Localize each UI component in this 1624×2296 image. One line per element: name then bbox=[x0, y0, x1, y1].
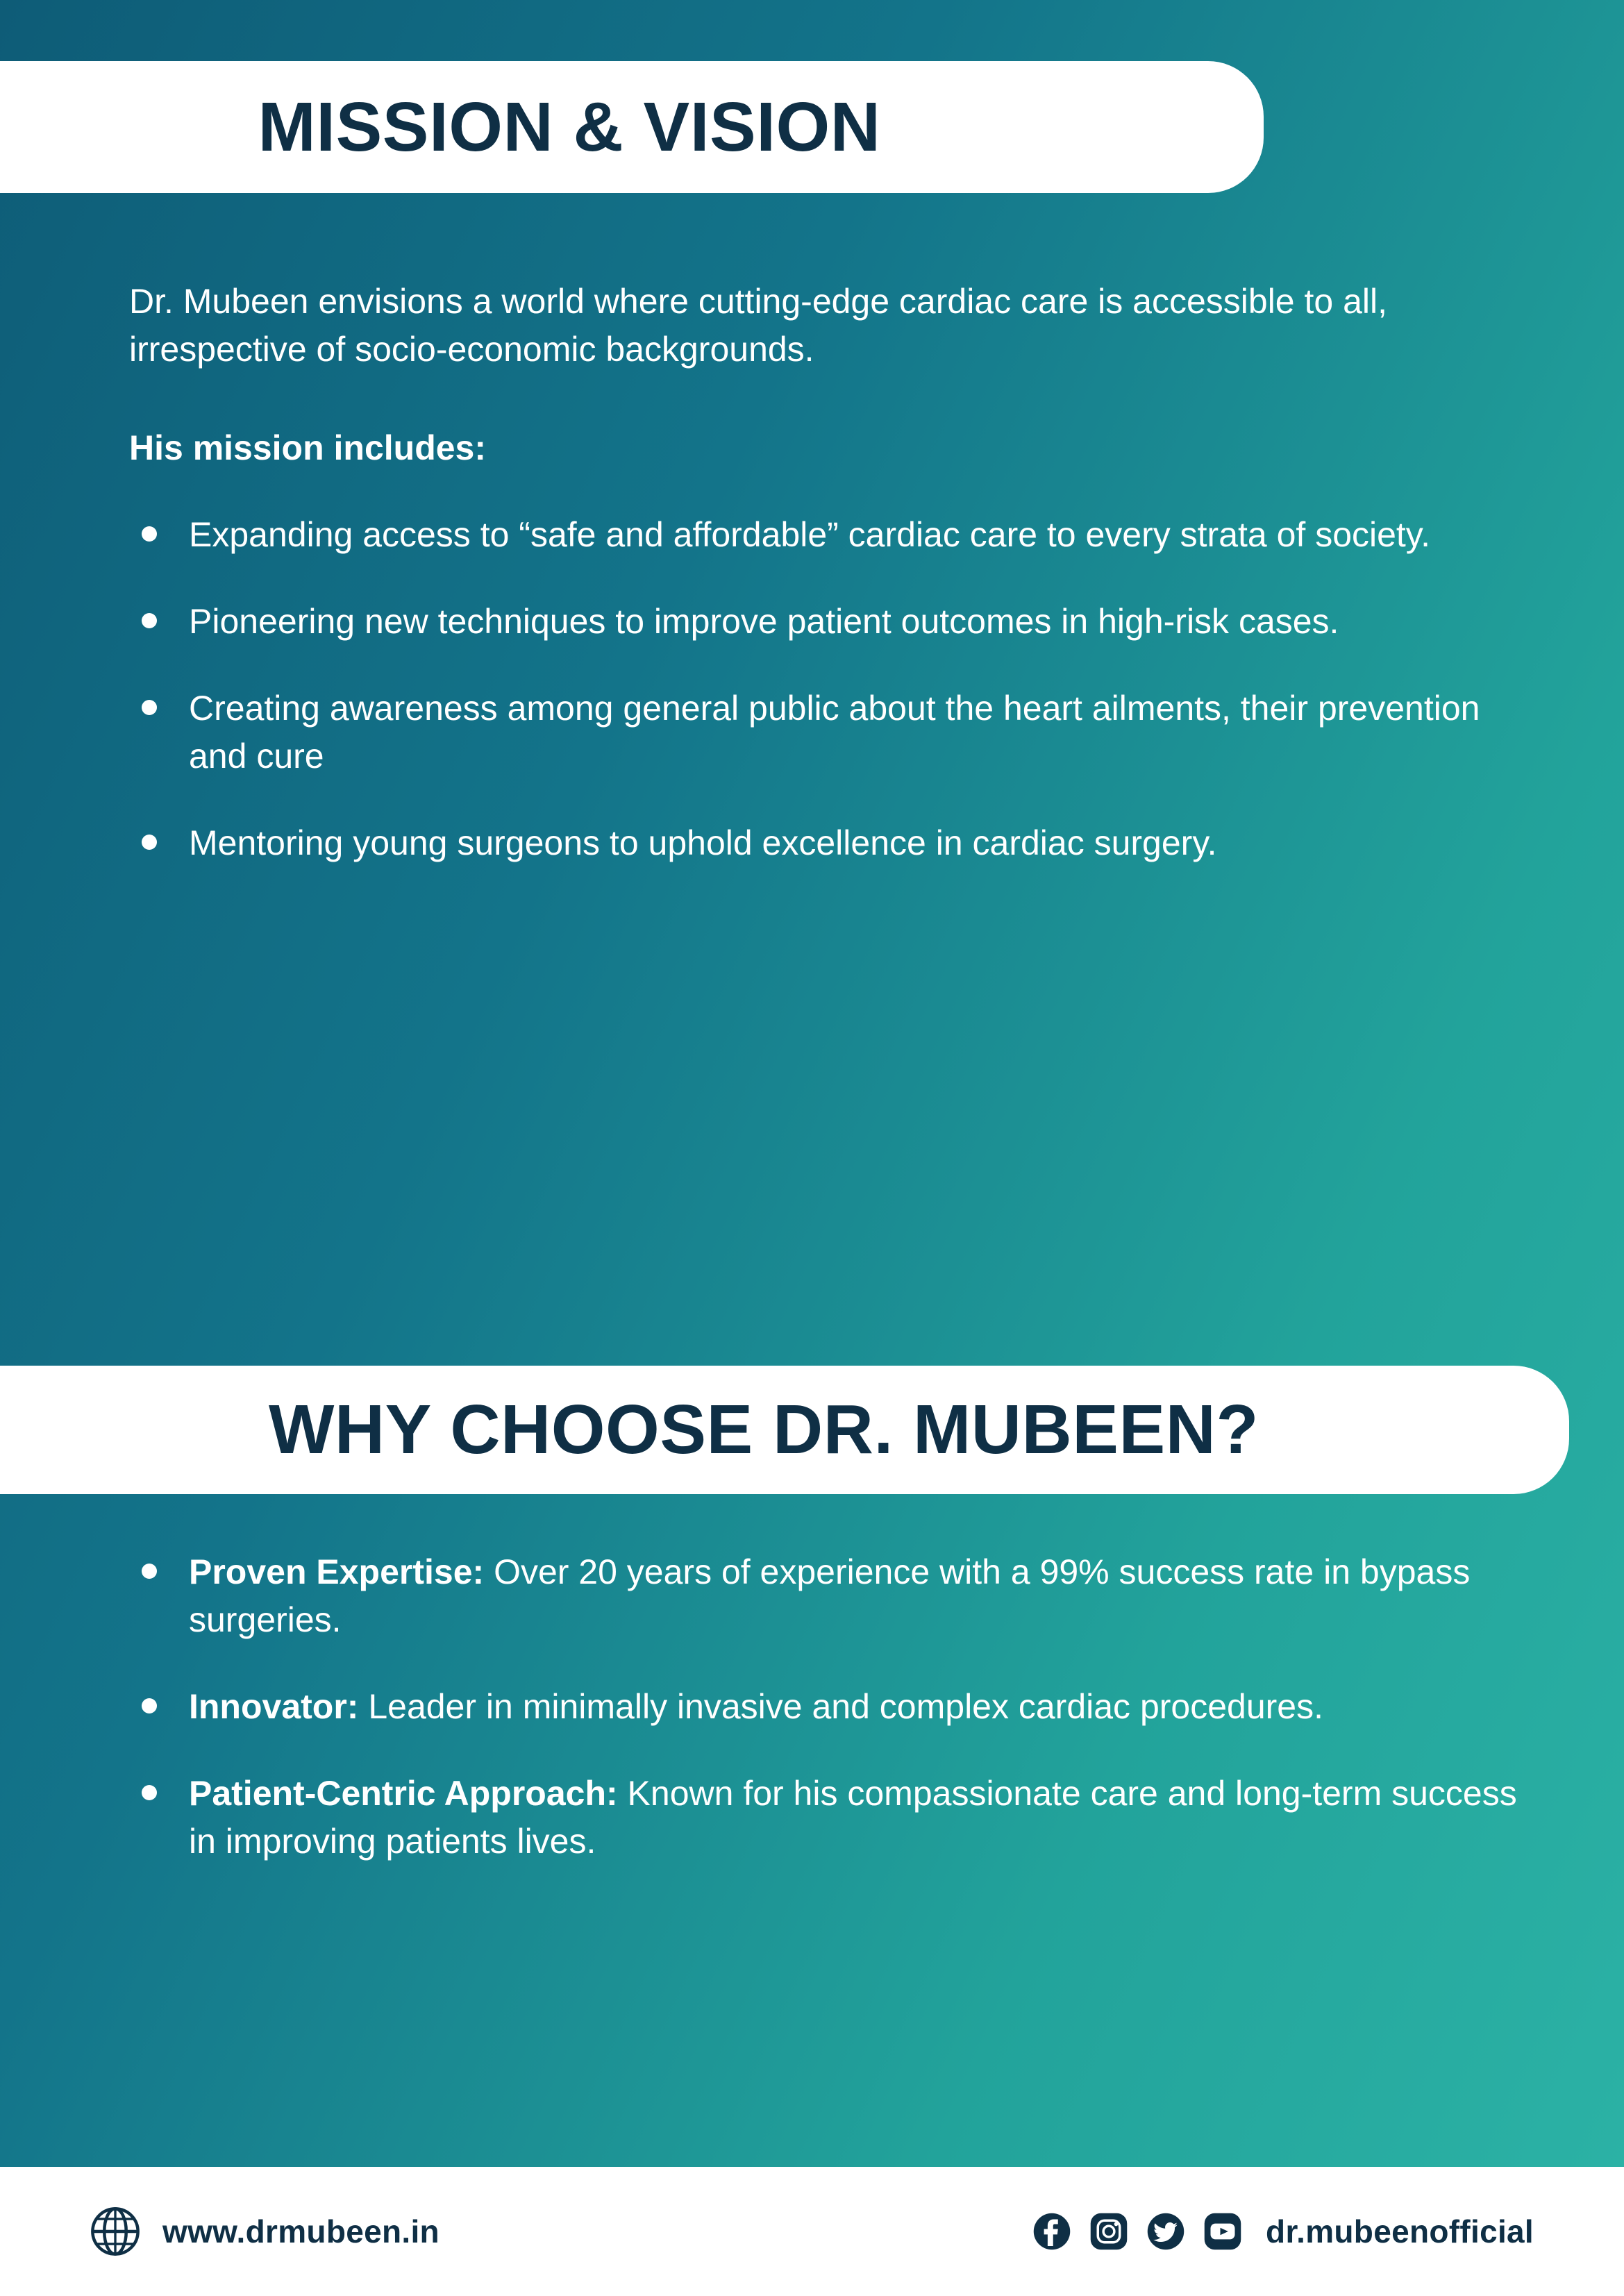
list-item-text: Known for his compassionate care and long-term success in improving patients lives. bbox=[189, 1774, 1517, 1861]
social-icon-row bbox=[1032, 2212, 1242, 2251]
twitter-icon[interactable] bbox=[1146, 2212, 1185, 2251]
list-item bbox=[129, 1683, 1520, 1731]
section-title: MISSION & VISION bbox=[258, 87, 881, 166]
list-item bbox=[129, 685, 1520, 780]
mission-bullet-list bbox=[129, 511, 1520, 867]
list-item-text: Over 20 years of experience with a 99% success rate in bypass surgeries. bbox=[189, 1552, 1471, 1639]
globe-icon bbox=[90, 2206, 140, 2256]
list-item-text: Mentoring young surgeons to uphold excellence in cardiac surgery. bbox=[189, 823, 1217, 862]
why-choose-bullet-list bbox=[129, 1548, 1520, 1866]
list-item bbox=[129, 1770, 1520, 1866]
instagram-icon[interactable] bbox=[1089, 2212, 1128, 2251]
mission-intro-text: Dr. Mubeen envisions a world where cutting-edge cardiac care is accessible to all, irrespective of socio-economic backgrounds. bbox=[129, 282, 1388, 369]
why-choose-content bbox=[129, 1548, 1520, 1866]
mission-subheading: His mission includes: bbox=[129, 428, 487, 467]
facebook-icon[interactable] bbox=[1032, 2212, 1071, 2251]
list-item bbox=[129, 1548, 1520, 1644]
list-item-lead: Proven Expertise: bbox=[189, 1552, 485, 1591]
list-item-text: Pioneering new techniques to improve patient outcomes in high-risk cases. bbox=[189, 602, 1339, 641]
bullet-dot-icon bbox=[142, 1698, 157, 1713]
footer-website-group[interactable] bbox=[90, 2206, 440, 2256]
footer-social-handle[interactable]: dr.mubeenofficial bbox=[1266, 2213, 1534, 2249]
list-item-text: Expanding access to “safe and affordable” cardiac care to every strata of society. bbox=[189, 515, 1430, 554]
bullet-dot-icon bbox=[142, 1564, 157, 1579]
list-item bbox=[129, 511, 1520, 559]
bullet-dot-icon bbox=[142, 1785, 157, 1800]
list-item-text: Creating awareness among general public about the heart ailments, their prevention and cure bbox=[189, 689, 1480, 776]
bullet-dot-icon bbox=[142, 835, 157, 850]
section-header-why-choose bbox=[0, 1366, 1569, 1494]
list-item bbox=[129, 819, 1520, 867]
list-item-lead: Patient-Centric Approach: bbox=[189, 1774, 618, 1813]
footer-bar bbox=[0, 2167, 1624, 2296]
section-header-mission-vision bbox=[0, 61, 1264, 193]
list-item-lead: Innovator: bbox=[189, 1687, 359, 1726]
bullet-dot-icon bbox=[142, 613, 157, 628]
bullet-dot-icon bbox=[142, 700, 157, 715]
section-title: WHY CHOOSE DR. MUBEEN? bbox=[269, 1391, 1259, 1468]
youtube-icon[interactable] bbox=[1203, 2212, 1242, 2251]
list-item-text: Leader in minimally invasive and complex cardiac procedures. bbox=[358, 1687, 1323, 1726]
footer-website-url[interactable]: www.drmubeen.in bbox=[162, 2213, 440, 2249]
list-item bbox=[129, 598, 1520, 646]
bullet-dot-icon bbox=[142, 526, 157, 542]
mission-vision-content bbox=[129, 278, 1520, 867]
footer-social-group bbox=[1032, 2212, 1534, 2251]
